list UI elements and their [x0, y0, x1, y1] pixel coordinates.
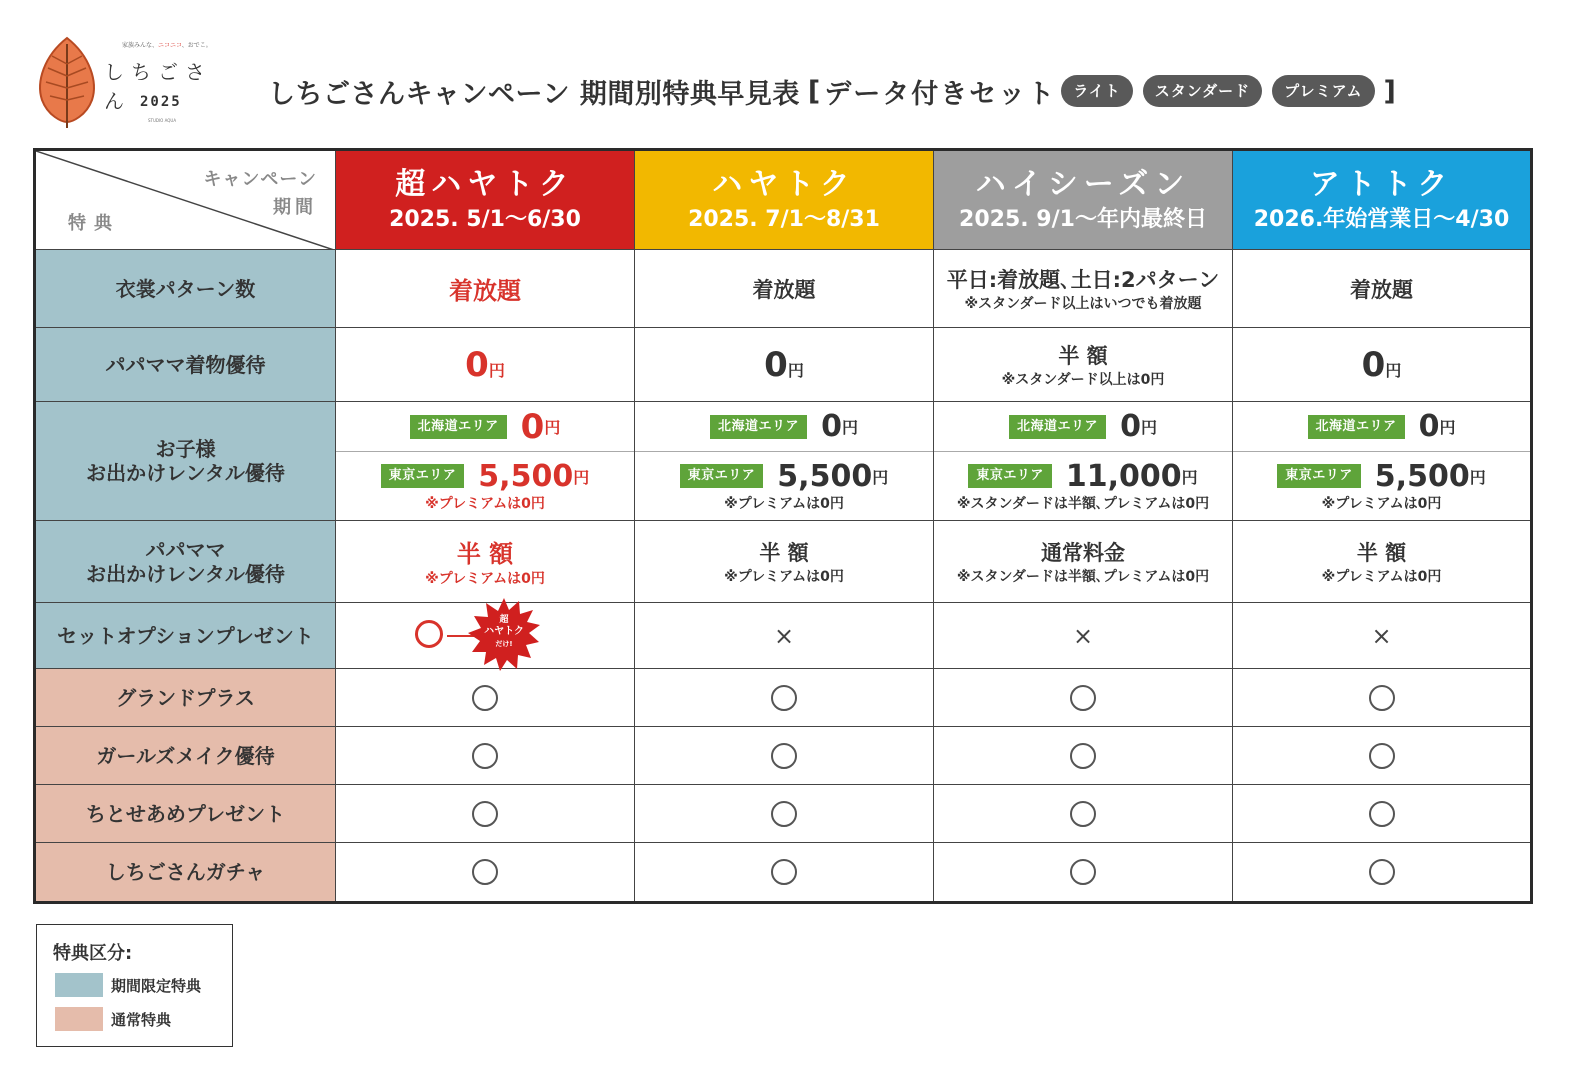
legend-label: 通常特典 — [111, 1010, 172, 1029]
cell-note: ※プレミアムは0円 — [1321, 568, 1442, 585]
leaf-icon — [34, 34, 100, 130]
period-header-hayatoku — [635, 150, 934, 250]
starburst-line: だけ! — [495, 639, 513, 648]
table-row-parent-rental — [35, 521, 1532, 603]
hokkaido-area-badge: 北海道エリア — [710, 415, 807, 439]
period-name: 超ハヤトク — [395, 167, 575, 202]
cell-value: 0 — [821, 409, 842, 444]
yen-unit: 円 — [1140, 418, 1157, 437]
cell-note: ※スタンダードは半額､プレミアムは0円 — [956, 495, 1210, 512]
cell-value: 0 — [520, 406, 545, 447]
legend-item-regular — [55, 1007, 171, 1031]
hokkaido-area-badge: 北海道エリア — [410, 415, 507, 439]
page-title — [268, 70, 1396, 112]
hokkaido-line — [934, 402, 1232, 452]
period-name: ハヤトク — [712, 167, 856, 202]
yen-unit: 円 — [1469, 467, 1486, 487]
cell — [934, 402, 1233, 521]
period-date: 2025. 9/1～年内最終日 — [959, 207, 1207, 232]
yen-unit: 円 — [841, 418, 858, 437]
legend-label: 期間限定特典 — [111, 976, 202, 995]
circle-icon — [1369, 801, 1395, 827]
cell-value: 半 額 — [1356, 540, 1407, 565]
cell-note: ※スタンダード以上は0円 — [1001, 371, 1165, 388]
row-label: 衣裳パターン数 — [35, 250, 336, 328]
cell — [635, 521, 934, 603]
cell — [934, 603, 1233, 669]
row-label: ちとせあめプレゼント — [35, 785, 336, 843]
row-label-line: お子様 — [155, 437, 216, 461]
row-label: グランドプラス — [35, 669, 336, 727]
cross-icon: × — [1072, 621, 1094, 650]
cell-value: 半 額 — [759, 540, 809, 565]
table-row-costume — [35, 250, 1532, 328]
plan-badge-light: ライト — [1061, 75, 1133, 107]
cell-note: ※スタンダード以上はいつでも着放題 — [964, 295, 1202, 312]
cell — [336, 785, 635, 843]
cell — [1233, 328, 1532, 402]
cell-value: 0 — [465, 344, 489, 385]
logo-year: 2025 — [140, 94, 182, 110]
cell-value: 半 額 — [456, 540, 514, 568]
cell-note: ※プレミアムは0円 — [425, 571, 545, 587]
tokyo-line — [1233, 452, 1530, 520]
cell-value: 通常料金 — [1041, 540, 1125, 565]
table-row-girls-makeup — [35, 727, 1532, 785]
period-date: 2025. 7/1～8/31 — [688, 207, 880, 232]
cell — [336, 250, 635, 328]
cell — [635, 250, 934, 328]
header-row — [35, 150, 1532, 250]
row-label — [35, 521, 336, 603]
hokkaido-line — [336, 402, 634, 452]
cell-note: ※プレミアムは0円 — [724, 495, 844, 512]
legend-title: 特典区分: — [53, 943, 133, 964]
title-open-bracket: [ — [807, 75, 821, 107]
tokyo-line — [934, 452, 1232, 520]
corner-campaign-label: キャンペーン — [203, 169, 317, 190]
cell-value: 0 — [764, 344, 788, 385]
hokkaido-area-badge: 北海道エリア — [1308, 415, 1405, 439]
circle-icon — [472, 685, 498, 711]
circle-icon — [771, 801, 797, 827]
cell-note: ※プレミアムは0円 — [1321, 495, 1442, 512]
circle-icon — [1070, 743, 1096, 769]
cell — [1233, 785, 1532, 843]
period-name: アトトク — [1309, 167, 1454, 202]
cell — [336, 727, 635, 785]
cell — [635, 603, 934, 669]
row-label-line: お出かけレンタル優待 — [86, 461, 285, 485]
circle-icon — [1369, 685, 1395, 711]
circle-icon — [771, 859, 797, 885]
cell — [635, 402, 934, 521]
tokyo-line — [635, 452, 933, 520]
row-label: ガールズメイク優待 — [35, 727, 336, 785]
cell — [934, 669, 1233, 727]
corner-benefit-label: 特典 — [68, 213, 120, 234]
cell — [1233, 521, 1532, 603]
cell — [635, 727, 934, 785]
cell — [635, 785, 934, 843]
cell-value: 5,500 — [478, 458, 574, 494]
cell — [934, 727, 1233, 785]
cross-icon: × — [773, 621, 795, 650]
plan-badge-premium: プレミアム — [1272, 75, 1374, 107]
yen-unit: 円 — [1181, 467, 1198, 487]
legend-item-limited — [55, 973, 201, 997]
logo-tagline: 家族みんな、ニコニコ、おでこ。 — [122, 42, 212, 49]
corner-cell — [35, 150, 336, 250]
period-header-atotoku — [1233, 150, 1532, 250]
cell — [1233, 727, 1532, 785]
circle-icon — [1369, 859, 1395, 885]
period-header-high-season — [934, 150, 1233, 250]
tokyo-line — [336, 452, 634, 520]
yen-unit: 円 — [1439, 418, 1456, 437]
benefits-table — [33, 148, 1533, 904]
circle-icon — [1070, 685, 1096, 711]
title-sub: データ付きセット — [824, 78, 1057, 110]
period-name: ハイシーズン — [975, 167, 1191, 202]
cell — [336, 843, 635, 903]
cell — [1233, 402, 1532, 521]
period-header-super-hayatoku — [336, 150, 635, 250]
yen-unit: 円 — [787, 360, 804, 380]
starburst-line: 超 — [499, 614, 509, 625]
cell-value: 着放題 — [1350, 277, 1413, 302]
tokyo-area-badge: 東京エリア — [680, 464, 764, 488]
cell-value: 0 — [1418, 409, 1440, 444]
cell-value: 11,000 — [1065, 458, 1182, 494]
logo-name: しちごさん — [104, 60, 212, 113]
row-label: しちごさんガチャ — [35, 843, 336, 903]
cell-value: 5,500 — [777, 458, 873, 494]
hokkaido-line — [635, 402, 933, 452]
row-label: セットオプションプレゼント — [35, 603, 336, 669]
table-row-grand-plus — [35, 669, 1532, 727]
table-row-parent-kimono — [35, 328, 1532, 402]
starburst-line: ハヤトク — [484, 625, 524, 637]
logo — [34, 32, 234, 132]
cell — [934, 250, 1233, 328]
circle-icon — [1070, 801, 1096, 827]
cell — [1233, 603, 1532, 669]
cell-note: ※スタンダードは半額､プレミアムは0円 — [956, 568, 1210, 585]
cell-value: 5,500 — [1374, 458, 1470, 494]
hokkaido-line — [1233, 402, 1530, 452]
yen-unit: 円 — [1385, 360, 1402, 380]
plan-badge-standard: スタンダード — [1143, 75, 1262, 107]
table-row-child-rental — [35, 402, 1532, 521]
table-row-set-option — [35, 603, 1532, 669]
cell-value: 0 — [1361, 344, 1386, 385]
cell-note: ※プレミアムは0円 — [724, 568, 844, 585]
cell — [635, 328, 934, 402]
cell — [336, 521, 635, 603]
row-label — [35, 402, 336, 521]
yen-unit: 円 — [488, 360, 505, 380]
cross-icon: × — [1371, 621, 1392, 650]
cell-value: 平日:着放題､土日:2パターン — [946, 267, 1220, 292]
table-row-gacha — [35, 843, 1532, 903]
circle-icon — [1070, 859, 1096, 885]
circle-icon — [472, 743, 498, 769]
starburst-text — [467, 614, 541, 650]
period-date: 2025. 5/1～6/30 — [389, 207, 581, 232]
row-label-line: お出かけレンタル優待 — [86, 561, 285, 586]
cell-value: 着放題 — [752, 277, 816, 302]
cell — [635, 843, 934, 903]
legend-swatch — [55, 973, 103, 997]
circle-icon — [472, 801, 498, 827]
title-main: しちごさんキャンペーン 期間別特典早見表 — [268, 78, 800, 110]
row-label-line: パパママ — [145, 537, 226, 562]
legend — [36, 924, 233, 1047]
yen-unit: 円 — [573, 467, 590, 487]
cell — [1233, 669, 1532, 727]
cell — [635, 669, 934, 727]
legend-swatch — [55, 1007, 103, 1031]
cell-note: ※プレミアムは0円 — [425, 495, 545, 512]
circle-icon — [472, 859, 498, 885]
cell — [1233, 843, 1532, 903]
cell-value: 半 額 — [1058, 343, 1108, 368]
title-close-bracket: ] — [1383, 75, 1396, 107]
cell — [336, 603, 635, 669]
cell — [336, 402, 635, 521]
yen-unit: 円 — [872, 467, 889, 487]
circle-icon — [771, 685, 797, 711]
circle-icon — [415, 620, 443, 648]
tokyo-area-badge: 東京エリア — [1277, 464, 1361, 488]
row-label: パパママ着物優待 — [35, 328, 336, 402]
cell — [934, 328, 1233, 402]
yen-unit: 円 — [544, 418, 561, 437]
table-row-chitose — [35, 785, 1532, 843]
cell — [336, 669, 635, 727]
tokyo-area-badge: 東京エリア — [381, 464, 465, 488]
period-date: 2026.年始営業日～4/30 — [1253, 207, 1510, 232]
special-mark — [415, 604, 555, 664]
cell-value: 0 — [1120, 409, 1141, 444]
cell-value: 着放題 — [449, 277, 521, 305]
hokkaido-area-badge: 北海道エリア — [1009, 415, 1106, 439]
logo-studio: STUDIO AQUA — [148, 118, 177, 123]
cell — [1233, 250, 1532, 328]
cell — [934, 843, 1233, 903]
cell — [336, 328, 635, 402]
cell — [934, 785, 1233, 843]
circle-icon — [771, 743, 797, 769]
circle-icon — [1369, 743, 1395, 769]
starburst-badge — [467, 598, 541, 672]
tokyo-area-badge: 東京エリア — [968, 464, 1052, 488]
cell — [934, 521, 1233, 603]
corner-period-label: 期間 — [273, 197, 317, 218]
